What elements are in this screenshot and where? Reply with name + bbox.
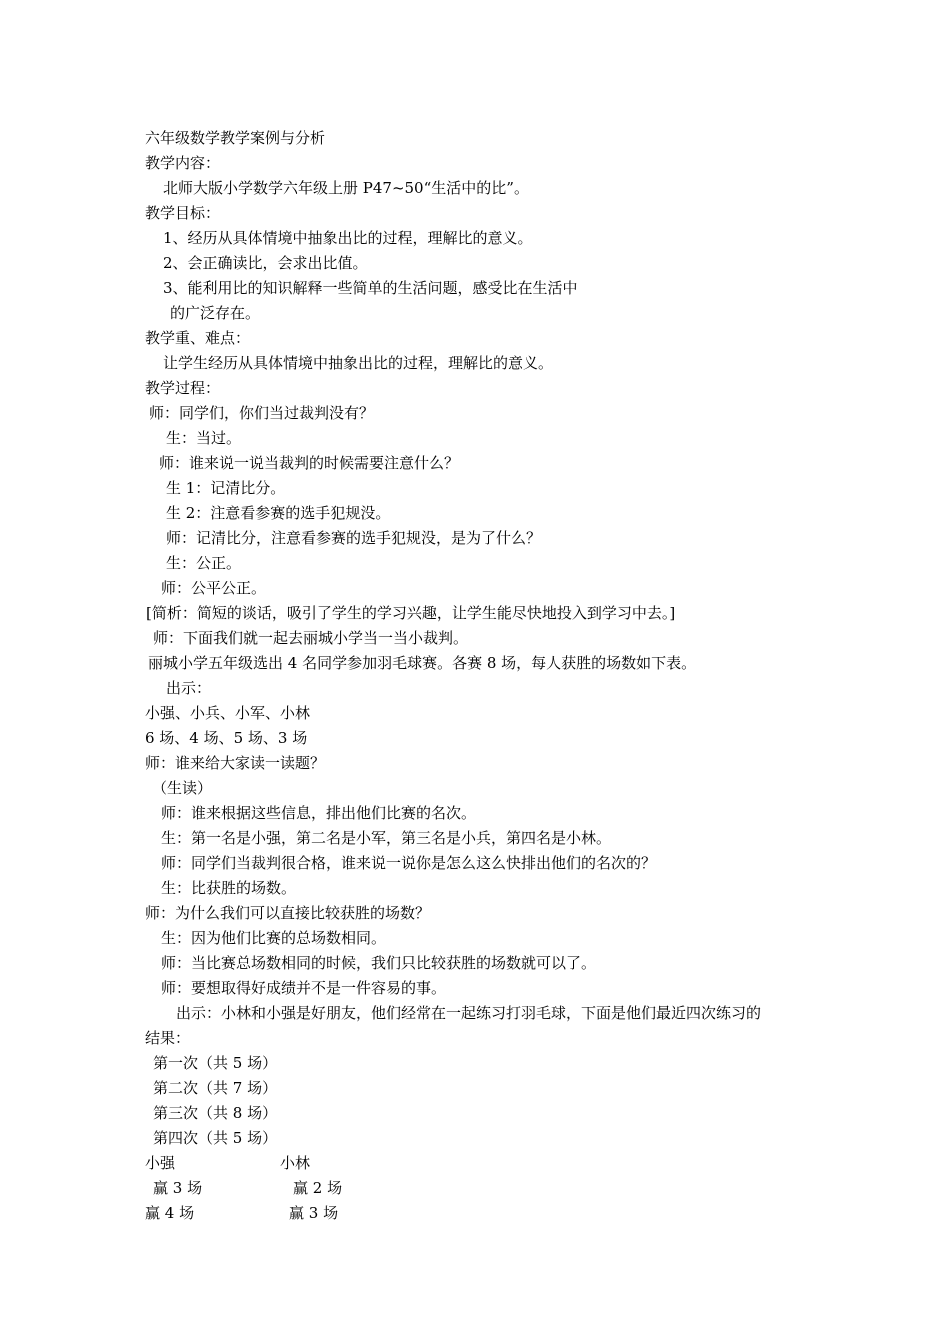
- paragraph: 让学生经历从具体情境中抽象出比的过程，理解比的意义。: [163, 354, 554, 372]
- paragraph: 北师大版小学数学六年级上册 P47~50“生活中的比”。: [163, 179, 529, 197]
- paragraph: 小强、小兵、小军、小林: [145, 704, 311, 722]
- column-header-xiaoqiang: 小强: [145, 1154, 176, 1172]
- list-item: 第二次（共 7 场）: [153, 1079, 278, 1097]
- document-title: 六年级数学教学案例与分析: [145, 129, 326, 147]
- dialogue-line: 师：同学们当裁判很合格，谁来说一说你是怎么这么快排出他们的名次的？: [161, 854, 657, 872]
- dialogue-line: 师：谁来说一说当裁判的时候需要注意什么？: [159, 454, 460, 472]
- list-item: 第一次（共 5 场）: [153, 1054, 278, 1072]
- paragraph: 丽城小学五年级选出 4 名同学参加羽毛球赛。各赛 8 场，每人获胜的场数如下表。: [148, 654, 697, 672]
- result-cell: 赢 2 场: [293, 1179, 343, 1197]
- dialogue-line: 师：要想取得好成绩并不是一件容易的事。: [161, 979, 447, 997]
- list-item: 第四次（共 5 场）: [153, 1129, 278, 1147]
- dialogue-line: 师：公平公正。: [161, 579, 267, 597]
- analysis-note: [简析：简短的谈话，吸引了学生的学习兴趣，让学生能尽快地投入到学习中去。]: [146, 604, 676, 622]
- result-cell: 赢 3 场: [153, 1179, 203, 1197]
- dialogue-line: 生：公正。: [166, 554, 242, 572]
- paragraph: 结果：: [145, 1029, 191, 1047]
- paragraph: 3、能利用比的知识解释一些简单的生活问题，感受比在生活中: [163, 279, 578, 297]
- section-heading: 教学过程：: [145, 379, 221, 397]
- paragraph: （生读）: [152, 779, 213, 797]
- dialogue-line: 师：下面我们就一起去丽城小学当一当小裁判。: [153, 629, 469, 647]
- column-header-xiaolin: 小林: [280, 1154, 311, 1172]
- paragraph: 6 场、4 场、5 场、3 场: [145, 729, 308, 747]
- section-heading: 教学目标：: [145, 204, 221, 222]
- dialogue-line: 生 1：记清比分。: [166, 479, 286, 497]
- paragraph: 出示：小林和小强是好朋友，他们经常在一起练习打羽毛球，下面是他们最近四次练习的: [176, 1004, 762, 1022]
- section-heading: 教学重、难点：: [145, 329, 251, 347]
- paragraph: 出示：: [166, 679, 212, 697]
- dialogue-line: 师：当比赛总场数相同的时候，我们只比较获胜的场数就可以了。: [161, 954, 597, 972]
- paragraph: 1、经历从具体情境中抽象出比的过程，理解比的意义。: [163, 229, 533, 247]
- dialogue-line: 生：第一名是小强，第二名是小军，第三名是小兵，第四名是小林。: [161, 829, 612, 847]
- list-item: 第三次（共 8 场）: [153, 1104, 278, 1122]
- dialogue-line: 生 2：注意看参赛的选手犯规没。: [166, 504, 391, 522]
- result-cell: 赢 4 场: [145, 1204, 195, 1222]
- dialogue-line: 师：为什么我们可以直接比较获胜的场数？: [145, 904, 431, 922]
- dialogue-line: 师：谁来给大家读一读题？: [145, 754, 326, 772]
- paragraph: 的广泛存在。: [170, 304, 261, 322]
- dialogue-line: 生：比获胜的场数。: [161, 879, 297, 897]
- dialogue-line: 生：当过。: [166, 429, 242, 447]
- dialogue-line: 师：记清比分，注意看参赛的选手犯规没，是为了什么？: [166, 529, 542, 547]
- dialogue-line: 师：同学们，你们当过裁判没有？: [149, 404, 375, 422]
- paragraph: 2、会正确读比，会求出比值。: [163, 254, 368, 272]
- section-heading: 教学内容：: [145, 154, 221, 172]
- result-cell: 赢 3 场: [289, 1204, 339, 1222]
- dialogue-line: 生：因为他们比赛的总场数相同。: [161, 929, 387, 947]
- dialogue-line: 师：谁来根据这些信息，排出他们比赛的名次。: [161, 804, 477, 822]
